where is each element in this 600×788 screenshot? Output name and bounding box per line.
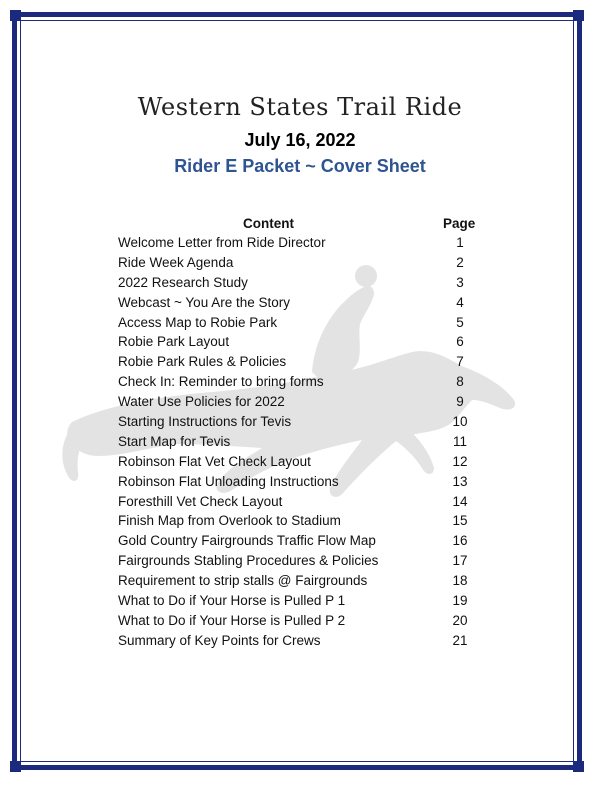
toc-row xyxy=(0,633,600,653)
toc-item-label: Webcast ~ You Are the Story xyxy=(118,294,290,310)
toc-item-label: Welcome Letter from Ride Director xyxy=(118,235,326,250)
toc-row xyxy=(0,573,600,593)
toc-item-label: Robie Park Rules & Policies xyxy=(118,354,287,370)
toc-item-page: 7 xyxy=(456,354,464,370)
toc-row xyxy=(0,334,600,354)
toc-item-page: 6 xyxy=(456,334,464,350)
toc-item-label: Fairgrounds Stabling Procedures & Policies xyxy=(118,553,379,569)
toc-item-label: Start Map for Tevis xyxy=(118,433,231,449)
toc-item-label: What to Do if Your Horse is Pulled P 2 xyxy=(118,612,346,628)
toc-item-label: Foresthill Vet Check Layout xyxy=(118,493,283,509)
toc-item-label: 2022 Research Study xyxy=(118,274,248,290)
toc-item-page: 17 xyxy=(452,553,468,569)
toc-row xyxy=(0,275,600,295)
toc-item-page: 13 xyxy=(452,473,468,489)
page-title: Western States Trail Ride xyxy=(137,93,463,121)
toc-item-label: Summary of Key Points for Crews xyxy=(118,632,321,648)
toc-item-page: 8 xyxy=(456,374,464,390)
toc-item-page: 16 xyxy=(452,533,468,549)
toc-item-page: 19 xyxy=(452,593,468,609)
corner-ornament-top-right xyxy=(573,10,584,21)
toc-item-label: Check In: Reminder to bring forms xyxy=(118,374,324,390)
toc-row xyxy=(0,613,600,633)
corner-ornament-top-left xyxy=(10,10,21,21)
corner-ornament-bottom-left xyxy=(10,761,21,772)
toc-row xyxy=(0,434,600,454)
toc-item-label: Robinson Flat Vet Check Layout xyxy=(118,453,311,469)
toc-row xyxy=(0,235,600,255)
content-column-header: Content xyxy=(243,216,294,231)
toc-item-label: Access Map to Robie Park xyxy=(118,314,278,330)
page-subtitle: Rider E Packet ~ Cover Sheet xyxy=(174,156,426,176)
toc-item-page: 20 xyxy=(452,612,468,628)
toc-row xyxy=(0,295,600,315)
toc-row xyxy=(0,513,600,533)
toc-item-label: Gold Country Fairgrounds Traffic Flow Map xyxy=(118,533,376,549)
toc-item-label: Requirement to strip stalls @ Fairgrounds xyxy=(118,573,368,589)
toc-item-page: 11 xyxy=(452,433,467,449)
toc-row xyxy=(0,414,600,434)
toc-row xyxy=(0,354,600,374)
toc-item-page: 3 xyxy=(456,274,464,290)
toc-item-page: 10 xyxy=(452,414,468,430)
toc-row xyxy=(0,474,600,494)
toc-row xyxy=(0,533,600,553)
toc-item-page: 9 xyxy=(456,394,464,410)
ride-date: July 16, 2022 xyxy=(244,130,356,150)
toc-row xyxy=(0,553,600,573)
toc-item-label: Robinson Flat Unloading Instructions xyxy=(118,473,339,489)
toc-item-label: Robie Park Layout xyxy=(118,334,230,350)
toc-item-page: 18 xyxy=(452,573,468,589)
toc-item-page: 1 xyxy=(456,235,464,250)
toc-row xyxy=(0,374,600,394)
toc-rows xyxy=(0,235,600,653)
toc-item-label: Starting Instructions for Tevis xyxy=(118,414,292,430)
page-column-header: Page xyxy=(443,216,476,231)
toc-item-page: 2 xyxy=(456,254,464,270)
toc-item-page: 14 xyxy=(452,493,468,509)
toc-row xyxy=(0,593,600,613)
toc-item-label: Finish Map from Overlook to Stadium xyxy=(118,513,341,529)
toc-row xyxy=(0,454,600,474)
toc-item-page: 12 xyxy=(452,453,468,469)
toc-item-page: 15 xyxy=(452,513,468,529)
toc-row xyxy=(0,255,600,275)
toc-item-page: 21 xyxy=(452,632,468,648)
toc-row xyxy=(0,394,600,414)
corner-ornament-bottom-right xyxy=(573,761,584,772)
toc-item-page: 4 xyxy=(456,294,464,310)
toc-row xyxy=(0,494,600,514)
toc-item-label: Water Use Policies for 2022 xyxy=(118,394,285,410)
toc-item-page: 5 xyxy=(456,314,464,330)
toc-item-label: What to Do if Your Horse is Pulled P 1 xyxy=(118,593,346,609)
toc-item-label: Ride Week Agenda xyxy=(118,254,234,270)
toc-row xyxy=(0,315,600,335)
